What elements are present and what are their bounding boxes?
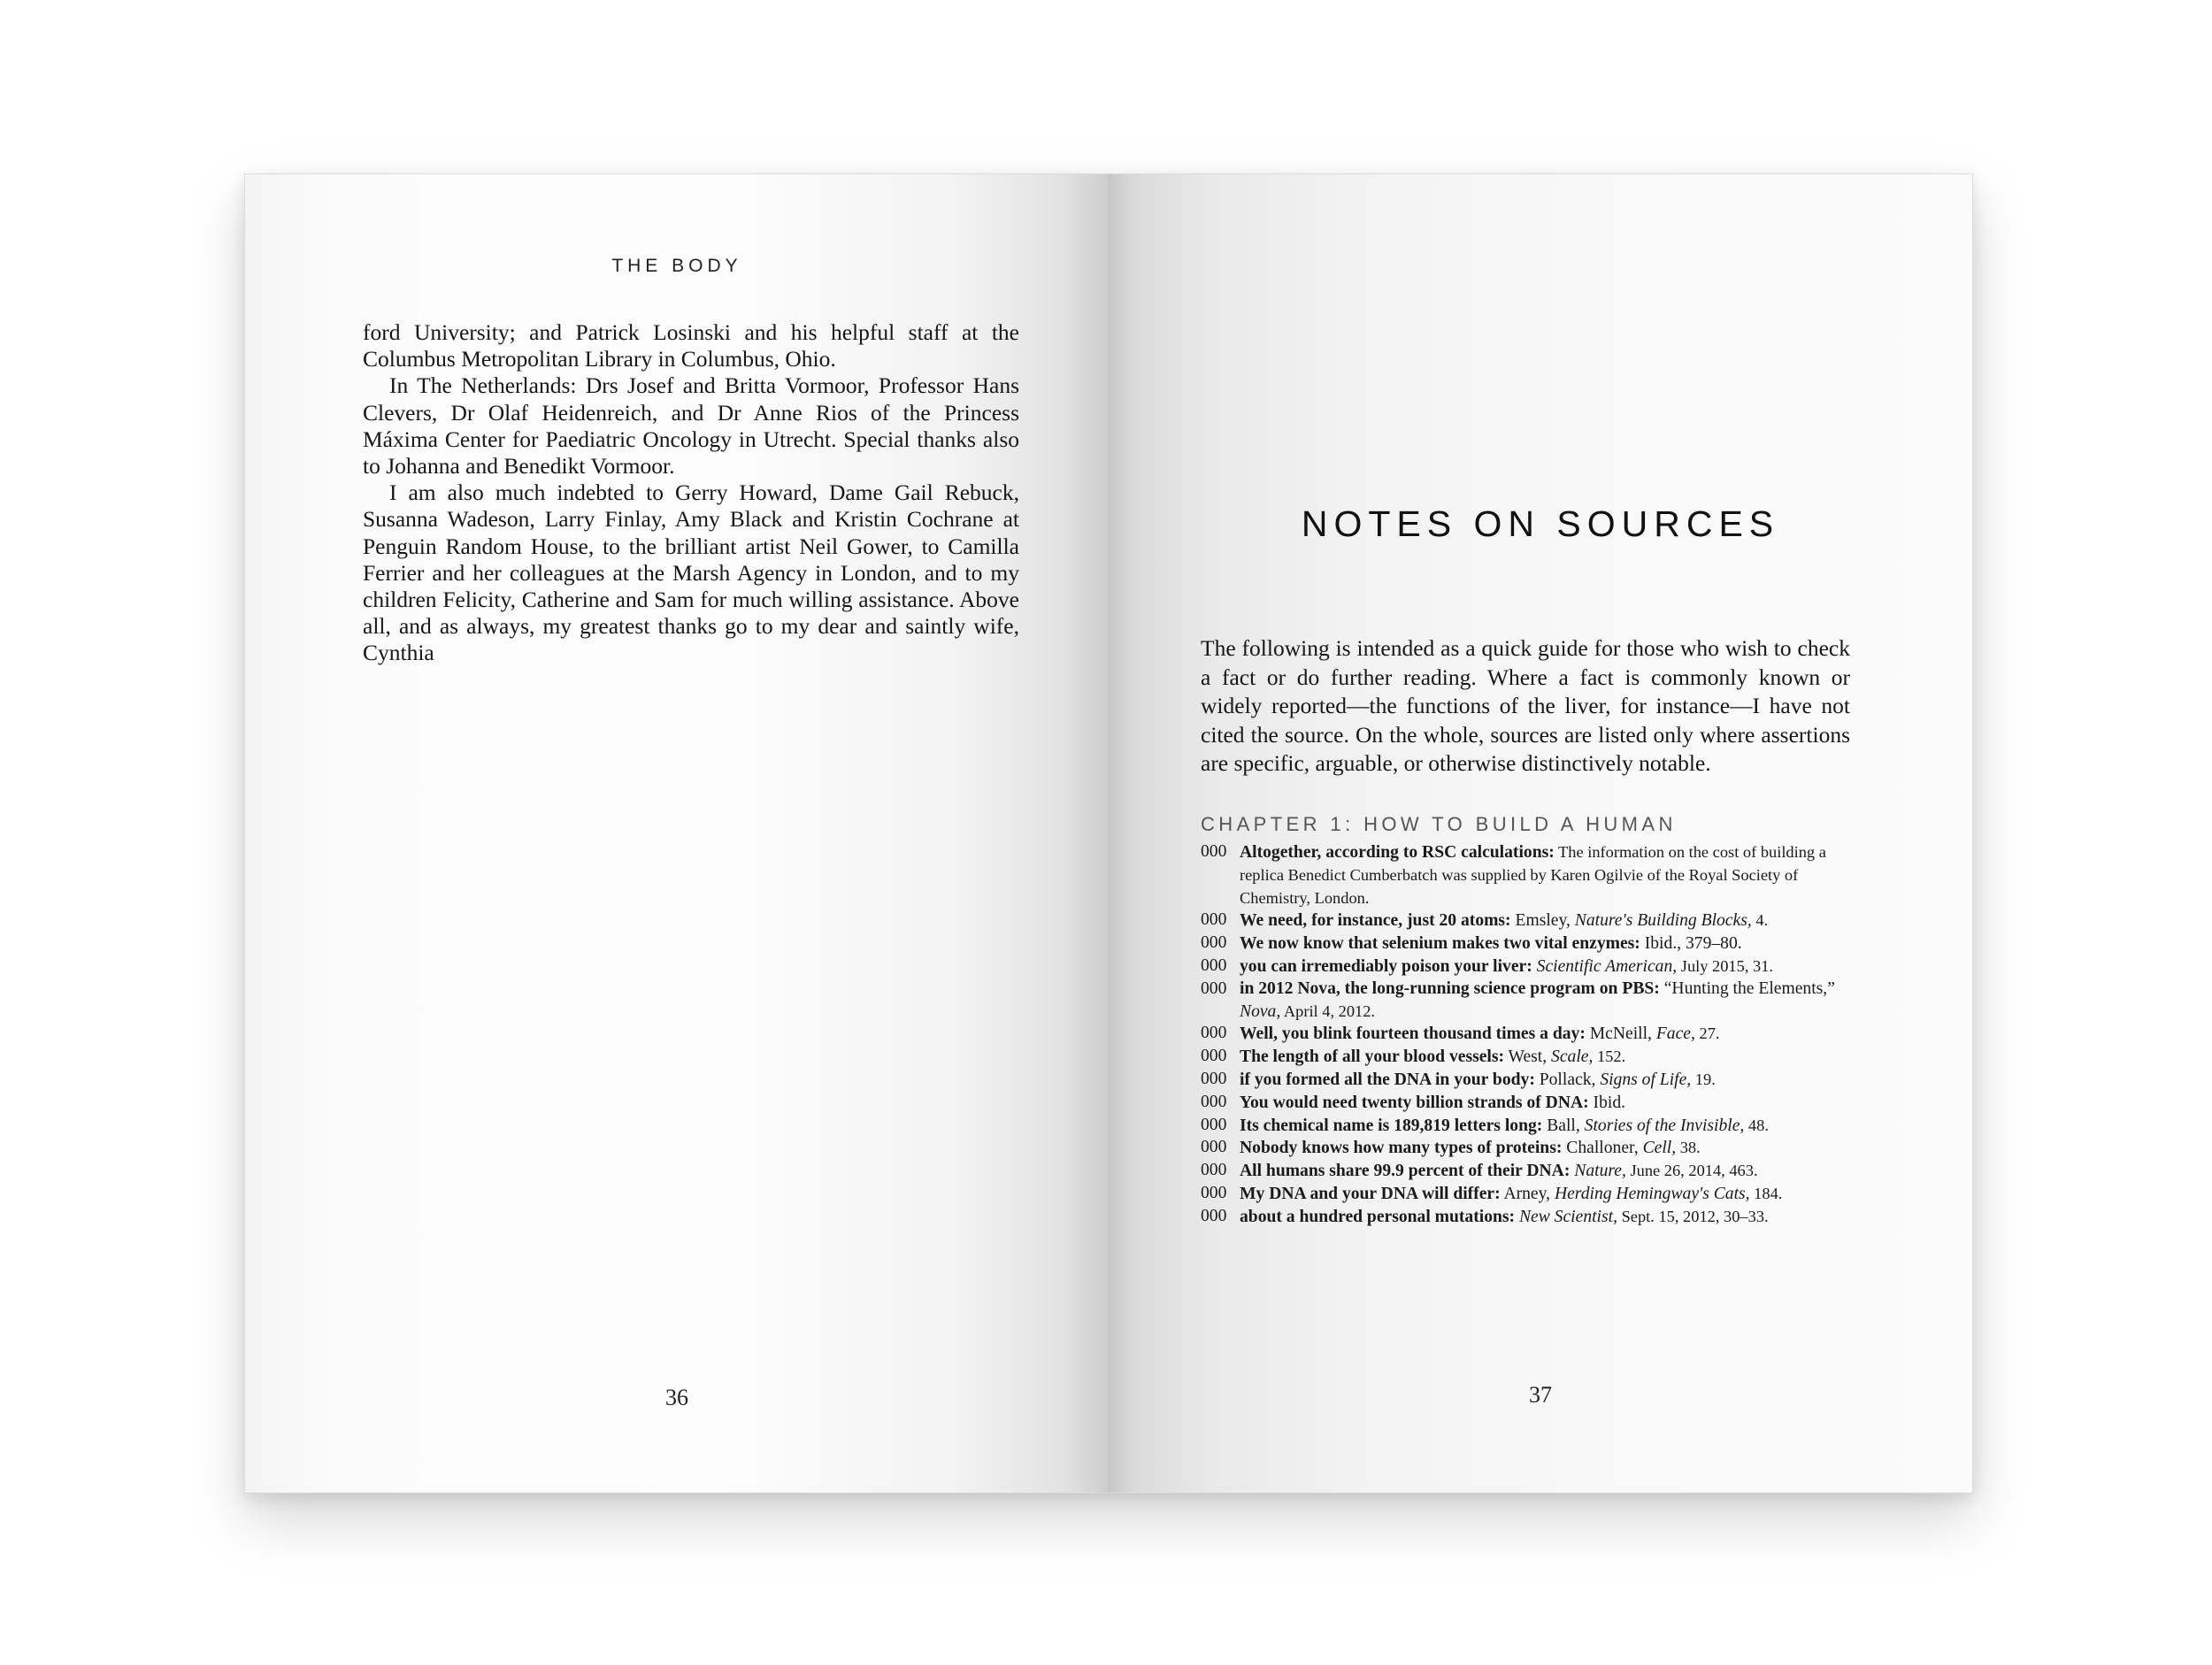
source-note	[1201, 1046, 1855, 1069]
page-number: 36	[665, 1385, 688, 1410]
note-page-ref: 000	[1201, 910, 1227, 930]
note-citation: Challoner,	[1562, 1139, 1643, 1158]
source-note	[1201, 978, 1855, 1024]
left-page	[244, 173, 1108, 1493]
right-page	[1108, 173, 1973, 1493]
source-note	[1201, 1092, 1855, 1115]
note-citation: Ibid., 379–80.	[1640, 934, 1742, 954]
paragraph: ford University; and Patrick Losinski and his helpful staff at the Columbus Metropolitan Library in Columbus, Ohio.	[363, 319, 1019, 372]
note-lead: about a hundred personal mutations:	[1240, 1207, 1516, 1226]
source-note	[1201, 1206, 1855, 1229]
note-work-title: Stories of the Invisible,	[1584, 1116, 1745, 1135]
note-page-ref: 000	[1201, 842, 1227, 861]
note-work-title: Cell,	[1642, 1139, 1677, 1158]
note-work-title: Scale,	[1551, 1047, 1594, 1067]
note-citation: Arney,	[1500, 1184, 1555, 1203]
note-citation: Pollack,	[1534, 1070, 1601, 1089]
source-note	[1201, 932, 1855, 955]
section-title: NOTES ON SOURCES	[1301, 503, 1780, 544]
note-citation: Emsley,	[1510, 911, 1575, 931]
note-citation-tail: June 26, 2014, 463.	[1625, 1162, 1758, 1180]
note-citation-tail: 48.	[1744, 1116, 1769, 1134]
note-page-ref: 000	[1201, 1183, 1227, 1202]
note-citation-tail: 19.	[1691, 1070, 1716, 1088]
note-lead: We now know that selenium makes two vital enzymes:	[1240, 934, 1640, 954]
source-note	[1201, 1183, 1855, 1206]
note-citation: McNeill,	[1585, 1024, 1656, 1044]
note-lead: you can irremediably poison your liver:	[1240, 956, 1532, 976]
note-citation-tail: 152.	[1593, 1047, 1626, 1066]
note-lead: in 2012 Nova, the long-running science program on PBS:	[1240, 978, 1660, 998]
intro-paragraph: The following is intended as a quick guide for those who wish to check a fact or do further reading. Where a fact is commonly known or widely reported—the functions of the liver, for instance—I have not cited the source. On the whole, sources are listed only where assertions are specific, arguable, or otherwise distinctively notable.	[1201, 635, 1850, 777]
note-work-title: New Scientist,	[1518, 1207, 1617, 1226]
note-citation-tail: 27.	[1694, 1024, 1720, 1043]
note-page-ref: 000	[1201, 1115, 1227, 1134]
acknowledgements-text	[363, 319, 1019, 667]
note-page-ref: 000	[1201, 978, 1227, 998]
note-page-ref: 000	[1201, 1161, 1227, 1180]
note-lead: My DNA and your DNA will differ:	[1240, 1184, 1501, 1203]
note-work-title: Nature's Building Blocks,	[1574, 911, 1752, 931]
note-citation-tail: 184.	[1749, 1184, 1783, 1202]
note-citation: Ball,	[1542, 1116, 1585, 1135]
note-lead: Nobody knows how many types of proteins:	[1240, 1139, 1563, 1158]
note-citation-tail: 38.	[1676, 1139, 1701, 1157]
note-lead: All humans share 99.9 percent of their DNA:	[1240, 1162, 1571, 1181]
note-lead: The length of all your blood vessels:	[1240, 1047, 1505, 1067]
note-lead: if you formed all the DNA in your body:	[1240, 1070, 1535, 1089]
source-note	[1201, 841, 1855, 909]
paragraph: In The Netherlands: Drs Josef and Britta Vormoor, Professor Hans Clevers, Dr Olaf Heidenreich, and Dr Anne Rios of the Princess Máxima Center for Paediatric Oncology in Utrecht. Special thanks also to Johanna and Benedikt Vormoor.	[363, 372, 1019, 480]
note-lead: Its chemical name is 189,819 letters long:	[1240, 1116, 1543, 1135]
source-note	[1201, 1115, 1855, 1138]
note-lead: We need, for instance, just 20 atoms:	[1240, 911, 1511, 931]
note-lead: Altogether, according to RSC calculations:	[1240, 843, 1555, 862]
source-note	[1201, 909, 1855, 932]
note-lead: Well, you blink fourteen thousand times a day:	[1240, 1024, 1586, 1044]
source-note	[1201, 1069, 1855, 1092]
note-page-ref: 000	[1201, 1206, 1227, 1225]
source-notes-list	[1201, 841, 1855, 1229]
source-note	[1201, 1137, 1855, 1160]
note-citation: “Hunting the Elements,”	[1659, 978, 1835, 998]
note-citation-tail: Sept. 15, 2012, 30–33.	[1617, 1207, 1769, 1225]
note-page-ref: 000	[1201, 1069, 1227, 1088]
note-page-ref: 000	[1201, 1138, 1227, 1157]
chapter-heading: CHAPTER 1: HOW TO BUILD A HUMAN	[1201, 813, 1677, 835]
note-citation-tail: The information on the cost of building a replica Benedict Cumberbatch was supplied by Karen Ogilvie of the Royal Society of Chemistry, London.	[1240, 843, 1826, 907]
note-page-ref: 000	[1201, 1092, 1227, 1111]
note-page-ref: 000	[1201, 933, 1227, 953]
paragraph: I am also much indebted to Gerry Howard, Dame Gail Rebuck, Susanna Wadeson, Larry Finlay, Amy Black and Kristin Cochrane at Penguin Random House, to the brilliant artist Neil Gower, to Camilla Ferrier and her colleagues at the Marsh Agency in London, and to my children Felicity, Catherine and Sam for much willing assistance. Above all, and as always, my greatest thanks go to my dear and saintly wife, Cynthia	[363, 480, 1019, 666]
note-lead: You would need twenty billion strands of DNA:	[1240, 1093, 1589, 1112]
note-citation: West,	[1504, 1047, 1552, 1067]
note-work-title: Nature,	[1574, 1162, 1626, 1181]
note-work-title: Scientific American,	[1536, 956, 1678, 976]
note-citation-tail: July 2015, 31.	[1677, 956, 1774, 975]
note-page-ref: 000	[1201, 1024, 1227, 1043]
note-work-title: Signs of Life,	[1600, 1070, 1692, 1089]
note-work-title: Face,	[1655, 1024, 1695, 1044]
note-work-title: Nova,	[1240, 1001, 1281, 1021]
note-work-title: Herding Hemingway's Cats,	[1554, 1184, 1750, 1203]
running-head: THE BODY	[611, 256, 742, 276]
note-citation-tail: April 4, 2012.	[1280, 1001, 1376, 1020]
page-number: 37	[1529, 1382, 1552, 1408]
note-page-ref: 000	[1201, 955, 1227, 975]
note-citation: Ibid.	[1588, 1093, 1626, 1112]
note-page-ref: 000	[1201, 1047, 1227, 1066]
source-note	[1201, 955, 1855, 978]
source-note	[1201, 1023, 1855, 1046]
source-note	[1201, 1160, 1855, 1183]
note-citation-tail: 4.	[1751, 911, 1769, 930]
